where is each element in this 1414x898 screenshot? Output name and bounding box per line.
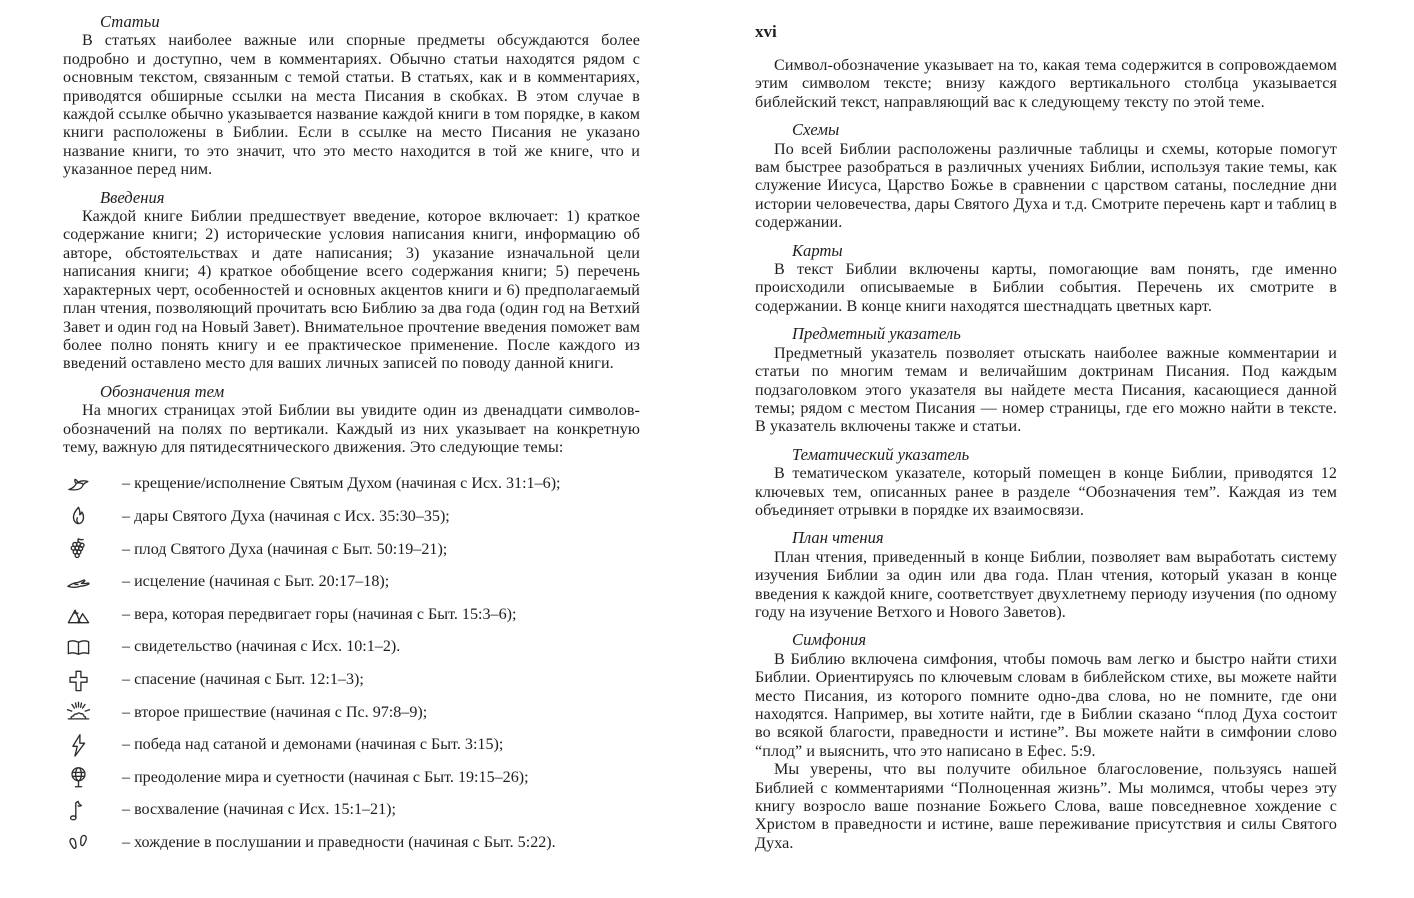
open-book-icon: [65, 634, 99, 661]
symbol-label: – дары Святого Духа (начиная с Исх. 35:30–35);: [122, 508, 450, 526]
healing-hand-icon: [65, 569, 99, 596]
section-body-reading-plan: План чтения, приведенный в конце Библии, позволяет вам выработать систему изучения Библии за один или два года. План чтения, который указан в конце введения к каждой книге, соответствует двухлетнему периоду изучения (по одному году на изучение Ветхого и Нового Заветов).: [755, 548, 1337, 621]
symbol-row-victory: [63, 729, 640, 762]
symbol-row-walking: [63, 827, 640, 860]
symbol-row-faith: [63, 599, 640, 632]
section-heading-introductions: Введения: [100, 187, 165, 207]
symbol-row-praise: [63, 794, 640, 827]
symbol-label: – победа над сатаной и демонами (начиная с Быт. 3:15);: [122, 736, 504, 754]
cross-icon: [65, 667, 99, 694]
section-body-thematic-index: В тематическом указателе, который помещен в конце Библии, приводятся 12 ключевых тем, описанных ранее в разделе “Обозначения тем”. Каждая из тем объединяет отрывки в порядке их взаимосвязи.: [755, 465, 1337, 519]
symbol-row-healing: [63, 566, 640, 599]
symbol-row-overcoming-world: [63, 762, 640, 795]
section-body-concordance: В Библию включена симфония, чтобы помочь вам легко и быстро найти стихи Библии. Ориентируясь по ключевым словам в библейском стихе, вы можете найти место Писания, из которого помните одно-два слова, но не помните, где они находятся. Например, вы хотите найти, где в Библии сказано “плод Духа состоит во всякой благости, праведности и истине”. Вы можете найти в симфонии слово “плод” и выяснить, что это написано в Ефес. 5:9.: [755, 650, 1337, 760]
section-heading-theme-symbols: Обозначения тем: [100, 381, 225, 401]
page-left: [63, 0, 640, 859]
flame-icon: [65, 504, 99, 531]
symbol-row-testimony: [63, 631, 640, 664]
symbol-label: – вера, которая передвигает горы (начиная с Быт. 15:3–6);: [122, 605, 517, 623]
section-heading-subject-index: Предметный указатель: [792, 324, 961, 344]
symbol-row-fruit: [63, 534, 640, 567]
symbol-label: – исцеление (начиная с Быт. 20:17–18);: [122, 573, 390, 591]
section-body-subject-index: Предметный указатель позволяет отыскать наиболее важные комментарии и статьи по многим темам и величайшим доктринам Писания. Под каждым подзаголовком этого указателя вы найдете места Писания, касающиеся данной темы; рядом с местом Писания — номер страницы, где его можно найти в тексте. В указатель включены также и статьи.: [755, 344, 1337, 436]
section-body-articles: В статьях наиболее важные или спорные предметы обсуждаются более подробно и доступно, чем в комментариях. Обычно статьи находятся рядом с основным текстом, связанным с темой статьи. В статьях, как и в комментариях, приводятся обширные ссылки на места Писания в скобках. В этом случае в каждой ссылке обычно указывается название каждой книги в том порядке, в каком книги расположены в Библии. Если в ссылке на место Писания не указано название книги, то это значит, что это место находится в той же книге, что и указанное перед ним.: [63, 32, 640, 179]
mountains-icon: [65, 602, 99, 629]
dove-icon: [65, 471, 99, 498]
section-heading-maps: Карты: [792, 240, 843, 260]
section-body-maps: В текст Библии включены карты, помогающие вам понять, где именно происходили описываемые в Библии события. Перечень их смотрите в содержании. В конце книги находятся шестнадцать цветных карт.: [755, 261, 1337, 315]
symbol-label: – плод Святого Духа (начиная с Быт. 50:19–21);: [122, 540, 448, 558]
page-number: xvi: [755, 22, 777, 41]
symbol-label: – восхваление (начиная с Исх. 15:1–21);: [122, 801, 396, 819]
section-body-introductions: Каждой книге Библии предшествует введение, которое включает: 1) краткое содержание книги; 2) исторические условия написания книги, информацию об авторе, обстоятельствах и дате написания; 3) указание изначальной цели написания книги; 4) краткое обобщение всего содержания книги; 5) перечень характерных черт, особенностей и основных акцентов книги и 6) предполагаемый план чтения, позволяющий прочитать всю Библию за два года (один год на Ветхий Завет и один год на Новый Завет). Внимательное прочтение введения поможет вам более полно понять книгу и ее практическое применение. После каждого из введений оставлено место для ваших личных записей по поводу данной книги.: [63, 208, 640, 373]
section-heading-articles: Статьи: [100, 12, 160, 31]
symbols-intro-paragraph: Символ-обозначение указывает на то, какая тема содержится в сопровождаемом этим символом тексте; внизу каждого вертикального столбца указывается библейский текст, направляющий вас к следующему тексту по этой теме.: [755, 57, 1337, 111]
music-note-icon: [65, 797, 99, 824]
symbol-label: – крещение/исполнение Святым Духом (начиная с Исх. 31:1–6);: [122, 475, 561, 493]
symbol-label: – спасение (начиная с Быт. 12:1–3);: [122, 671, 364, 688]
closing-paragraph: Мы уверены, что вы получите обильное благословение, пользуясь нашей Библией с комментариями “Полноценная жизнь”. Мы молимся, чтобы через эту книгу возросло ваше познание Божьего Слова, ваше повседневное хождение с Христом в праведности и истине, ваше переживание присутствия и силы Святого Духа.: [755, 761, 1337, 852]
grapes-icon: [65, 536, 99, 563]
symbol-label: – свидетельство (начиная с Исх. 10:1–2).: [122, 638, 401, 656]
section-heading-thematic-index: Тематический указатель: [792, 444, 970, 464]
theme-symbols-list: [63, 468, 640, 859]
section-body-charts: По всей Библии расположены различные таблицы и схемы, которые помогут вам быстрее разобраться в различных учениях Библии, используя такие темы, как служение Иисуса, Царство Божье в сравнении с царством сатаны, последние дни истории человечества, дары Святого Духа и т.д. Смотрите перечень карт и таблиц в содержании.: [755, 140, 1337, 232]
section-heading-reading-plan: План чтения: [792, 528, 884, 548]
symbol-label: – хождение в послушании и праведности (начиная с Быт. 5:22).: [122, 833, 556, 851]
symbol-row-gifts: [63, 501, 640, 534]
symbol-label: – второе пришествие (начиная с Пс. 97:8–9);: [122, 703, 428, 721]
footprints-icon: [65, 830, 99, 857]
sunrise-icon: [65, 699, 99, 726]
symbol-row-baptism: [63, 468, 640, 501]
section-heading-concordance: Симфония: [792, 630, 867, 650]
section-body-theme-symbols: На многих страницах этой Библии вы увидите один из двенадцати символов-обозначений на полях по вертикали. Каждый из них указывает на конкретную тему, важную для пятидесятнического движения. Это следующие темы:: [63, 402, 640, 456]
symbol-row-second-coming: [63, 697, 640, 730]
page-right: [755, 0, 1337, 853]
section-heading-charts: Схемы: [792, 120, 840, 140]
symbol-label: – преодоление мира и суетности (начиная с Быт. 19:15–26);: [122, 768, 529, 786]
symbol-row-salvation: [63, 664, 640, 697]
lightning-icon: [65, 732, 99, 759]
globe-icon: [65, 764, 99, 791]
